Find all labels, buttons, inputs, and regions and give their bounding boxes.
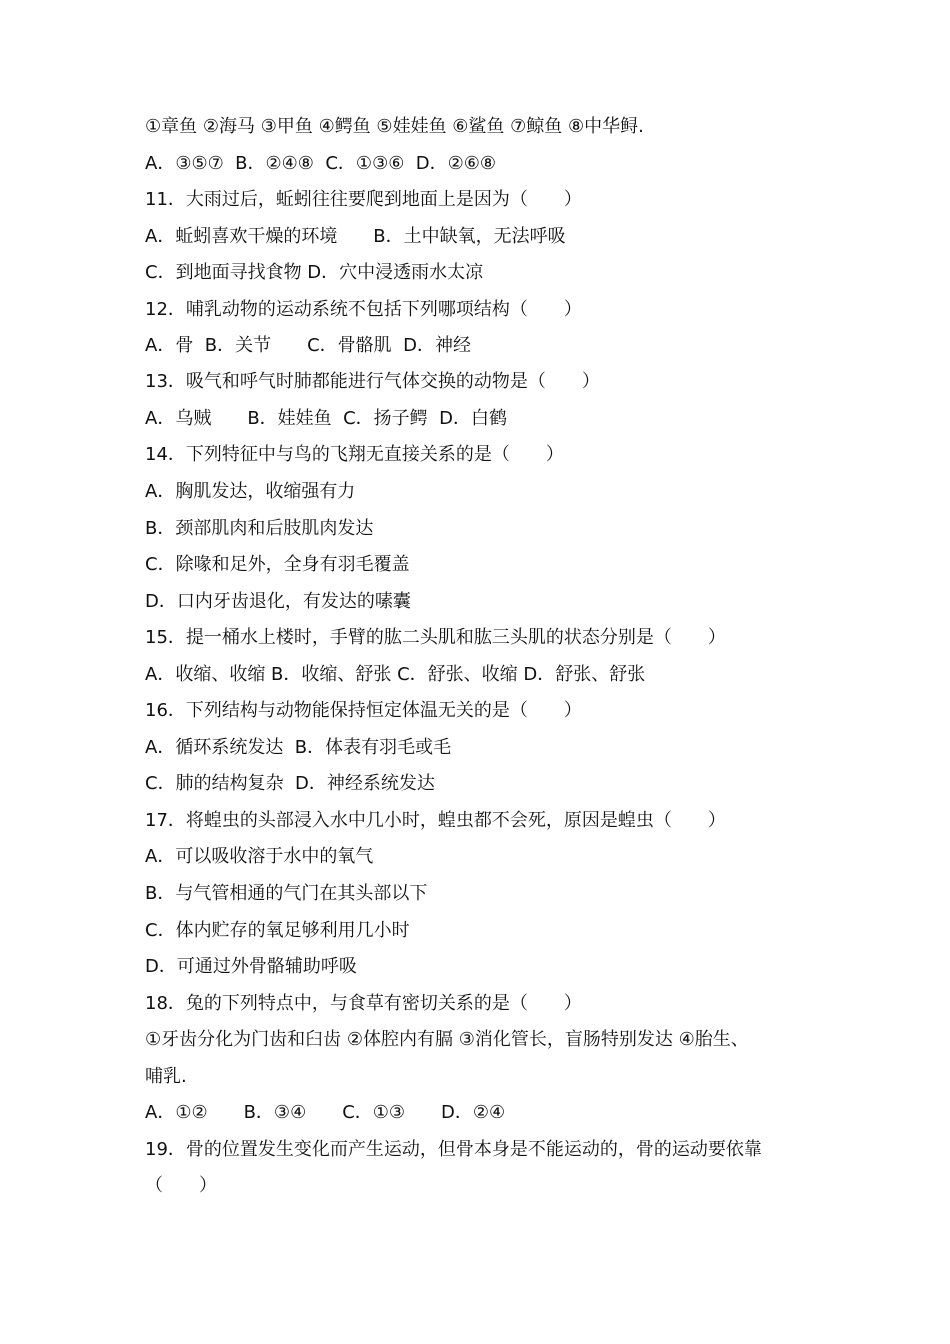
text-line: A．胸肌发达，收缩强有力	[145, 481, 356, 502]
question-15: 15．提一桶水上楼时，手臂的肱二头肌和肱三头肌的状态分别是（ ）	[145, 627, 726, 648]
text-line: C．肺的结构复杂 D．神经系统发达	[145, 773, 435, 794]
text-line: C．体内贮存的氧足够利用几小时	[145, 920, 410, 941]
question-12: 12．哺乳动物的运动系统不包括下列哪项结构（ ）	[145, 299, 582, 320]
text-line: A．蚯蚓喜欢干燥的环境 B．土中缺氧，无法呼吸	[145, 226, 566, 247]
question-11: 11．大雨过后，蚯蚓往往要爬到地面上是因为（ ）	[145, 189, 582, 210]
text-line: C．除喙和足外，全身有羽毛覆盖	[145, 554, 410, 575]
question-13: 13．吸气和呼气时肺都能进行气体交换的动物是（ ）	[145, 371, 600, 392]
text-line: B．与气管相通的气门在其头部以下	[145, 883, 428, 904]
text-line: A．收缩、收缩 B．收缩、舒张 C．舒张、收缩 D．舒张、舒张	[145, 664, 646, 685]
question-17: 17．将蝗虫的头部浸入水中几小时，蝗虫都不会死，原因是蝗虫（ ）	[145, 810, 726, 831]
question-19: 19．骨的位置发生变化而产生运动，但骨本身是不能运动的，骨的运动要依靠	[145, 1139, 762, 1160]
text-line: A．①② B．③④ C．①③ D．②④	[145, 1102, 506, 1123]
text-line: D．可通过外骨骼辅助呼吸	[145, 956, 357, 977]
text-line: 哺乳.	[145, 1066, 187, 1087]
text-line: A．③⑤⑦ B．②④⑧ C．①③⑥ D．②⑥⑧	[145, 153, 497, 174]
question-16: 16．下列结构与动物能保持恒定体温无关的是（ ）	[145, 700, 582, 721]
text-line: A．可以吸收溶于水中的氧气	[145, 846, 374, 867]
text-line: C．到地面寻找食物 D．穴中浸透雨水太凉	[145, 262, 484, 283]
question-14: 14．下列特征中与鸟的飞翔无直接关系的是（ ）	[145, 444, 564, 465]
text-line: ①章鱼 ②海马 ③甲鱼 ④鳄鱼 ⑤娃娃鱼 ⑥鲨鱼 ⑦鲸鱼 ⑧中华鲟.	[145, 116, 644, 137]
text-line: B．颈部肌肉和后肢肌肉发达	[145, 518, 374, 539]
text-line: A．乌贼 B．娃娃鱼 C．扬子鳄 D．白鹤	[145, 408, 507, 429]
text-line: A．循环系统发达 B．体表有羽毛或毛	[145, 737, 452, 758]
text-line: D．口内牙齿退化，有发达的嗉囊	[145, 591, 411, 612]
text-line: ①牙齿分化为门齿和臼齿 ②体腔内有膈 ③消化管长，盲肠特别发达 ④胎生、	[145, 1029, 749, 1050]
question-18: 18．兔的下列特点中，与食草有密切关系的是（ ）	[145, 993, 582, 1014]
text-line: A．骨 B．关节 C．骨骼肌 D．神经	[145, 335, 471, 356]
text-line: （ ）	[145, 1175, 217, 1196]
